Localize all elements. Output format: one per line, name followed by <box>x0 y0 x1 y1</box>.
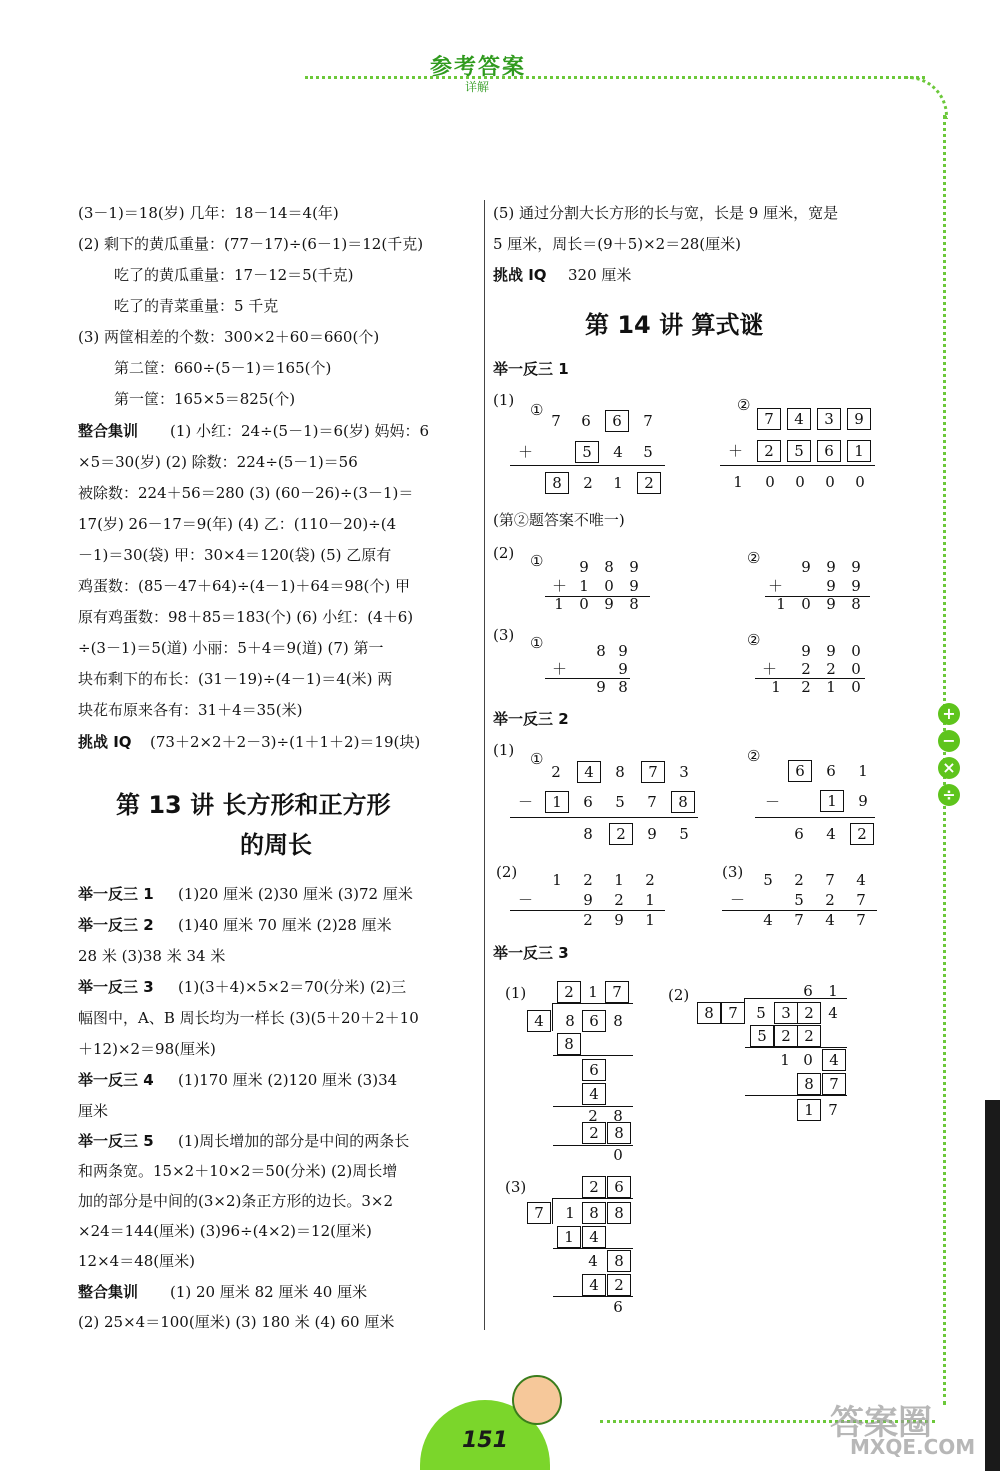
text-line: (1)40 厘米 70 厘米 (2)28 厘米 <box>178 916 392 934</box>
plus-sign: ＋ <box>762 660 778 678</box>
digit-box: 7 <box>757 408 781 430</box>
digit: 5 <box>615 793 625 811</box>
digit: 2 <box>825 891 835 909</box>
circled-one: ① <box>530 552 544 570</box>
digit-box: 5 <box>575 441 599 463</box>
digit-box: 6 <box>605 410 629 432</box>
text-line: 第二筐：660÷(5－1)＝165(个) <box>114 359 332 377</box>
digit: 6 <box>826 762 836 780</box>
digit: 8 <box>613 1012 623 1030</box>
digit: 5 <box>643 443 653 461</box>
digit: 4 <box>828 1004 838 1022</box>
digit: 9 <box>614 911 624 929</box>
watermark-logo: 答案圈 <box>830 1403 932 1443</box>
digit-box: 4 <box>822 1049 846 1071</box>
text-line: 28 米 (3)38 米 34 米 <box>78 947 226 965</box>
text-line: (3) 两筐相差的个数：300×2＋60＝660(个) <box>78 328 380 346</box>
minus-icon: − <box>938 730 960 752</box>
digit-box: 6 <box>582 1010 606 1032</box>
digit-box: 3 <box>817 408 841 430</box>
text-line: (1)周长增加的部分是中间的两条长 <box>178 1132 410 1150</box>
digit-box: 4 <box>582 1274 606 1296</box>
text-line: 12×4＝48(厘米) <box>78 1252 195 1270</box>
digit: 9 <box>629 558 639 576</box>
digit: 2 <box>551 763 561 781</box>
digit-box: 5 <box>750 1025 774 1047</box>
digit-box: 4 <box>527 1010 551 1032</box>
digit: 4 <box>588 1252 598 1270</box>
digit: 5 <box>794 891 804 909</box>
division-line <box>553 1248 633 1249</box>
digit: 9 <box>858 792 868 810</box>
digit: 1 <box>614 871 624 889</box>
digit: 0 <box>801 595 811 613</box>
problem-marker: (2) <box>668 986 690 1004</box>
text-line: (2) 25×4＝100(厘米) (3) 180 米 (4) 60 厘米 <box>78 1313 395 1331</box>
digit: 0 <box>851 678 861 696</box>
text-line: 第一筐：165×5＝825(个) <box>114 390 296 408</box>
digit: 0 <box>795 473 805 491</box>
circled-two: ② <box>737 396 751 414</box>
digit-box: 7 <box>721 1002 745 1024</box>
problem-marker: (2) <box>496 863 518 881</box>
digit-box: 7 <box>641 761 665 783</box>
digit-box: 2 <box>757 440 781 462</box>
plus-sign: ＋ <box>552 577 568 595</box>
digit-box: 8 <box>582 1202 606 1224</box>
digit: 8 <box>596 642 606 660</box>
digit-box: 2 <box>850 823 874 845</box>
digit-box: 8 <box>607 1202 631 1224</box>
lesson-title-cont: 的周长 <box>240 831 312 859</box>
sum-line <box>755 817 875 818</box>
text-line: 被除数：224＋56＝280 (3) (60－26)÷(3－1)＝ <box>78 484 414 502</box>
digit: 0 <box>765 473 775 491</box>
digit: 1 <box>565 1204 575 1222</box>
text-line: ＋12)×2＝98(厘米) <box>78 1040 216 1058</box>
digit: 8 <box>618 678 628 696</box>
text-line: ÷(3－1)＝5(道) 小丽：5＋4＝9(道) (7) 第一 <box>78 639 384 657</box>
text-line: －1)＝30(袋) 甲：30×4＝120(袋) (5) 乙原有 <box>78 546 392 564</box>
text-line: 块花布原来各有：31＋4＝35(米) <box>78 701 303 719</box>
circled-two: ② <box>747 549 761 567</box>
text-line: 320 厘米 <box>568 266 632 284</box>
digit: 4 <box>856 871 866 889</box>
digit: 8 <box>615 763 625 781</box>
digit: 6 <box>581 412 591 430</box>
digit: 0 <box>803 1051 813 1069</box>
section-label: 举一反三 1 <box>493 360 569 378</box>
sum-line <box>720 465 875 466</box>
divide-icon: ÷ <box>938 784 960 806</box>
text-line: (5) 通过分割大长方形的长与宽，长是 9 厘米，宽是 <box>493 204 839 222</box>
digit-box: 5 <box>787 440 811 462</box>
section-label: 举一反三 2 <box>493 710 569 728</box>
section-label: 挑战 IQ <box>493 266 547 284</box>
digit: 7 <box>551 412 561 430</box>
sum-line <box>510 465 665 466</box>
division-line <box>553 1055 633 1056</box>
digit: 9 <box>826 642 836 660</box>
digit: 9 <box>851 558 861 576</box>
digit-box: 6 <box>582 1059 606 1081</box>
digit-box: 2 <box>797 1002 821 1024</box>
section-label: 举一反三 1 <box>78 885 154 903</box>
digit: 2 <box>614 891 624 909</box>
plus-sign: ＋ <box>768 577 784 595</box>
digit: 9 <box>629 577 639 595</box>
header-title: 参考答案 <box>430 55 527 80</box>
section-label: 举一反三 4 <box>78 1071 154 1089</box>
digit: 8 <box>604 558 614 576</box>
circled-two: ② <box>747 631 761 649</box>
digit: 1 <box>826 678 836 696</box>
plus-sign: ＋ <box>552 660 568 678</box>
watermark-url: MXQE.COM <box>850 1435 976 1459</box>
digit: 2 <box>801 660 811 678</box>
digit: 9 <box>826 558 836 576</box>
digit: 1 <box>858 762 868 780</box>
digit: 1 <box>613 474 623 492</box>
digit: 4 <box>613 443 623 461</box>
digit-box: 1 <box>545 791 569 813</box>
problem-marker: (1) <box>505 984 527 1002</box>
text-line: 幅图中，A、B 周长均为一样长 (3)(5＋20＋2＋10 <box>78 1009 419 1027</box>
digit: 9 <box>618 660 628 678</box>
digit: 7 <box>828 1101 838 1119</box>
text-line: (73＋2×2＋2－3)÷(1＋1＋2)＝19(块) <box>150 733 421 751</box>
digit: 1 <box>780 1051 790 1069</box>
digit-box: 1 <box>797 1099 821 1121</box>
header-subtitle: 详解 <box>465 80 490 94</box>
digit: 2 <box>583 911 593 929</box>
digit: 7 <box>825 871 835 889</box>
minus-sign: － <box>518 793 534 811</box>
digit-box: 2 <box>774 1025 798 1047</box>
division-bar <box>553 1003 633 1004</box>
digit-box: 1 <box>847 440 871 462</box>
section-label: 整合集训 <box>78 422 139 440</box>
digit: 8 <box>851 595 861 613</box>
digit-box: 6 <box>788 760 812 782</box>
digit-box: 2 <box>582 1122 606 1144</box>
digit-box: 2 <box>607 1274 631 1296</box>
digit: 1 <box>552 871 562 889</box>
division-line <box>745 1047 847 1048</box>
times-icon: × <box>938 757 960 779</box>
digit-box: 1 <box>557 1226 581 1248</box>
digit-box: 4 <box>582 1083 606 1105</box>
lesson-title: 第 13 讲 长方形和正方形 <box>116 791 391 819</box>
problem-marker: (1) <box>493 391 515 409</box>
division-line <box>745 1095 847 1096</box>
text-line: 厘米 <box>78 1102 109 1120</box>
digit-box: 4 <box>787 408 811 430</box>
plus-icon: + <box>938 703 960 725</box>
text-line: (2) 剩下的黄瓜重量：(77－17)÷(6－1)＝12(千克) <box>78 235 424 253</box>
digit: 6 <box>794 825 804 843</box>
circled-one: ① <box>530 750 544 768</box>
digit-box: 6 <box>817 440 841 462</box>
minus-sign: － <box>730 891 746 909</box>
text-line: (1)20 厘米 (2)30 厘米 (3)72 厘米 <box>178 885 413 903</box>
corner-dotted-curve <box>905 76 948 119</box>
digit: 0 <box>851 660 861 678</box>
digit-box: 2 <box>582 1176 606 1198</box>
text-line: (1) 20 厘米 82 厘米 40 厘米 <box>170 1283 368 1301</box>
digit: 9 <box>579 558 589 576</box>
digit: 7 <box>794 911 804 929</box>
digit: 9 <box>596 678 606 696</box>
digit: 0 <box>855 473 865 491</box>
digit: 9 <box>583 891 593 909</box>
digit: 9 <box>618 642 628 660</box>
digit: 0 <box>604 577 614 595</box>
top-dotted-rule <box>305 76 925 79</box>
digit-box: 8 <box>607 1122 631 1144</box>
digit: 1 <box>579 577 589 595</box>
digit: 1 <box>733 473 743 491</box>
digit: 9 <box>826 595 836 613</box>
digit-box: 2 <box>557 981 581 1003</box>
digit: 4 <box>825 911 835 929</box>
digit: 7 <box>856 911 866 929</box>
digit-box: 1 <box>820 790 844 812</box>
digit-box: 4 <box>582 1226 606 1248</box>
digit: 9 <box>647 825 657 843</box>
digit: 6 <box>583 793 593 811</box>
digit: 8 <box>583 825 593 843</box>
digit: 2 <box>645 871 655 889</box>
digit: 5 <box>756 1004 766 1022</box>
problem-marker: (3) <box>493 626 515 644</box>
digit: 2 <box>801 678 811 696</box>
digit: 9 <box>851 577 861 595</box>
mascot-icon <box>512 1375 562 1425</box>
text-line: 鸡蛋数：(85－47＋64)÷(4－1)＋64＝98(个) 甲 <box>78 577 410 595</box>
section-label: 举一反三 5 <box>78 1132 154 1150</box>
digit-box: 7 <box>527 1202 551 1224</box>
digit: 0 <box>579 595 589 613</box>
digit: 5 <box>679 825 689 843</box>
digit: 4 <box>826 825 836 843</box>
digit: 1 <box>645 891 655 909</box>
problem-marker: (1) <box>493 741 515 759</box>
page-number: 151 <box>462 1428 508 1453</box>
text-line: ×24＝144(厘米) (3)96÷(4×2)＝12(厘米) <box>78 1222 372 1240</box>
digit-box: 8 <box>557 1033 581 1055</box>
circled-one: ① <box>530 401 544 419</box>
digit-box: 2 <box>637 472 661 494</box>
digit-box: 9 <box>847 408 871 430</box>
digit: 1 <box>771 678 781 696</box>
digit-box: 8 <box>671 791 695 813</box>
sum-line <box>510 817 698 818</box>
digit-box: 8 <box>797 1073 821 1095</box>
text-line: 5 厘米，周长＝(9＋5)×2＝28(厘米) <box>493 235 742 253</box>
division-bracket <box>552 1003 553 1031</box>
section-label: 举一反三 3 <box>78 978 154 996</box>
text-line: 原有鸡蛋数：98＋85＝183(个) (6) 小红：(4＋6) <box>78 608 414 626</box>
digit: 2 <box>583 474 593 492</box>
text-line: 和两条宽。15×2＋10×2＝50(分米) (2)周长增 <box>78 1162 398 1180</box>
division-bracket <box>552 1198 553 1224</box>
digit: 3 <box>679 763 689 781</box>
circled-one: ① <box>530 634 544 652</box>
digit: 1 <box>776 595 786 613</box>
problem-marker: (2) <box>493 544 515 562</box>
minus-sign: － <box>765 793 781 811</box>
digit: 4 <box>763 911 773 929</box>
column-divider <box>484 200 485 1330</box>
digit: 8 <box>613 1107 623 1125</box>
digit: 2 <box>826 660 836 678</box>
text-line: (1)170 厘米 (2)120 厘米 (3)34 <box>178 1071 398 1089</box>
plus-sign: ＋ <box>728 442 744 460</box>
digit: 1 <box>645 911 655 929</box>
digit: 7 <box>643 412 653 430</box>
digit: 9 <box>826 577 836 595</box>
minus-sign: － <box>518 891 534 909</box>
digit: 2 <box>588 1107 598 1125</box>
text-line: (1) 小红：24÷(5－1)＝6(岁) 妈妈：6 <box>170 422 430 440</box>
text-line: ×5＝30(岁) (2) 除数：224÷(5－1)＝56 <box>78 453 358 471</box>
section-label: 整合集训 <box>78 1283 139 1301</box>
digit: 9 <box>604 595 614 613</box>
division-bar <box>745 998 847 999</box>
problem-marker: (3) <box>722 863 744 881</box>
text-line: 加的部分是中间的(3×2)条正方形的边长。3×2 <box>78 1192 394 1210</box>
digit-box: 8 <box>607 1250 631 1272</box>
problem-marker: (3) <box>505 1178 527 1196</box>
digit: 7 <box>647 793 657 811</box>
digit-box: 2 <box>609 823 633 845</box>
digit: 2 <box>794 871 804 889</box>
digit: 9 <box>801 642 811 660</box>
text-line: (3－1)＝18(岁) 几年：18－14＝4(年) <box>78 204 339 222</box>
digit: 1 <box>554 595 564 613</box>
digit: 0 <box>825 473 835 491</box>
section-label: 挑战 IQ <box>78 733 132 751</box>
text-line: 17(岁) 26－17＝9(年) (4) 乙：(110－20)÷(4 <box>78 515 397 533</box>
digit: 1 <box>588 983 598 1001</box>
circled-two: ② <box>747 747 761 765</box>
digit-box: 2 <box>797 1025 821 1047</box>
digit: 0 <box>613 1146 623 1164</box>
digit-box: 8 <box>697 1002 721 1024</box>
digit-box: 6 <box>607 1176 631 1198</box>
digit: 5 <box>763 871 773 889</box>
text-line: 吃了的黄瓜重量：17－12＝5(千克) <box>114 266 354 284</box>
digit: 6 <box>803 982 813 1000</box>
digit-box: 3 <box>774 1002 798 1024</box>
note: (第②题答案不唯一) <box>493 511 625 529</box>
text-line: 块布剩下的布长：(31－19)÷(4－1)＝4(米) 两 <box>78 670 393 688</box>
digit-box: 7 <box>605 981 629 1003</box>
scan-edge <box>985 1100 1000 1471</box>
digit: 8 <box>565 1012 575 1030</box>
digit: 6 <box>613 1298 623 1316</box>
section-label: 举一反三 3 <box>493 944 569 962</box>
digit-box: 8 <box>545 472 569 494</box>
plus-sign: ＋ <box>518 443 534 461</box>
text-line: (1)(3＋4)×5×2＝70(分米) (2)三 <box>178 978 407 996</box>
digit: 1 <box>828 982 838 1000</box>
division-bar <box>553 1198 633 1199</box>
digit-box: 4 <box>577 761 601 783</box>
digit: 9 <box>801 558 811 576</box>
lesson-title: 第 14 讲 算式谜 <box>585 311 764 339</box>
digit: 2 <box>583 871 593 889</box>
digit: 0 <box>851 642 861 660</box>
section-label: 举一反三 2 <box>78 916 154 934</box>
digit: 8 <box>629 595 639 613</box>
text-line: 吃了的青菜重量：5 千克 <box>114 297 279 315</box>
digit: 7 <box>856 891 866 909</box>
digit-box: 7 <box>822 1073 846 1095</box>
